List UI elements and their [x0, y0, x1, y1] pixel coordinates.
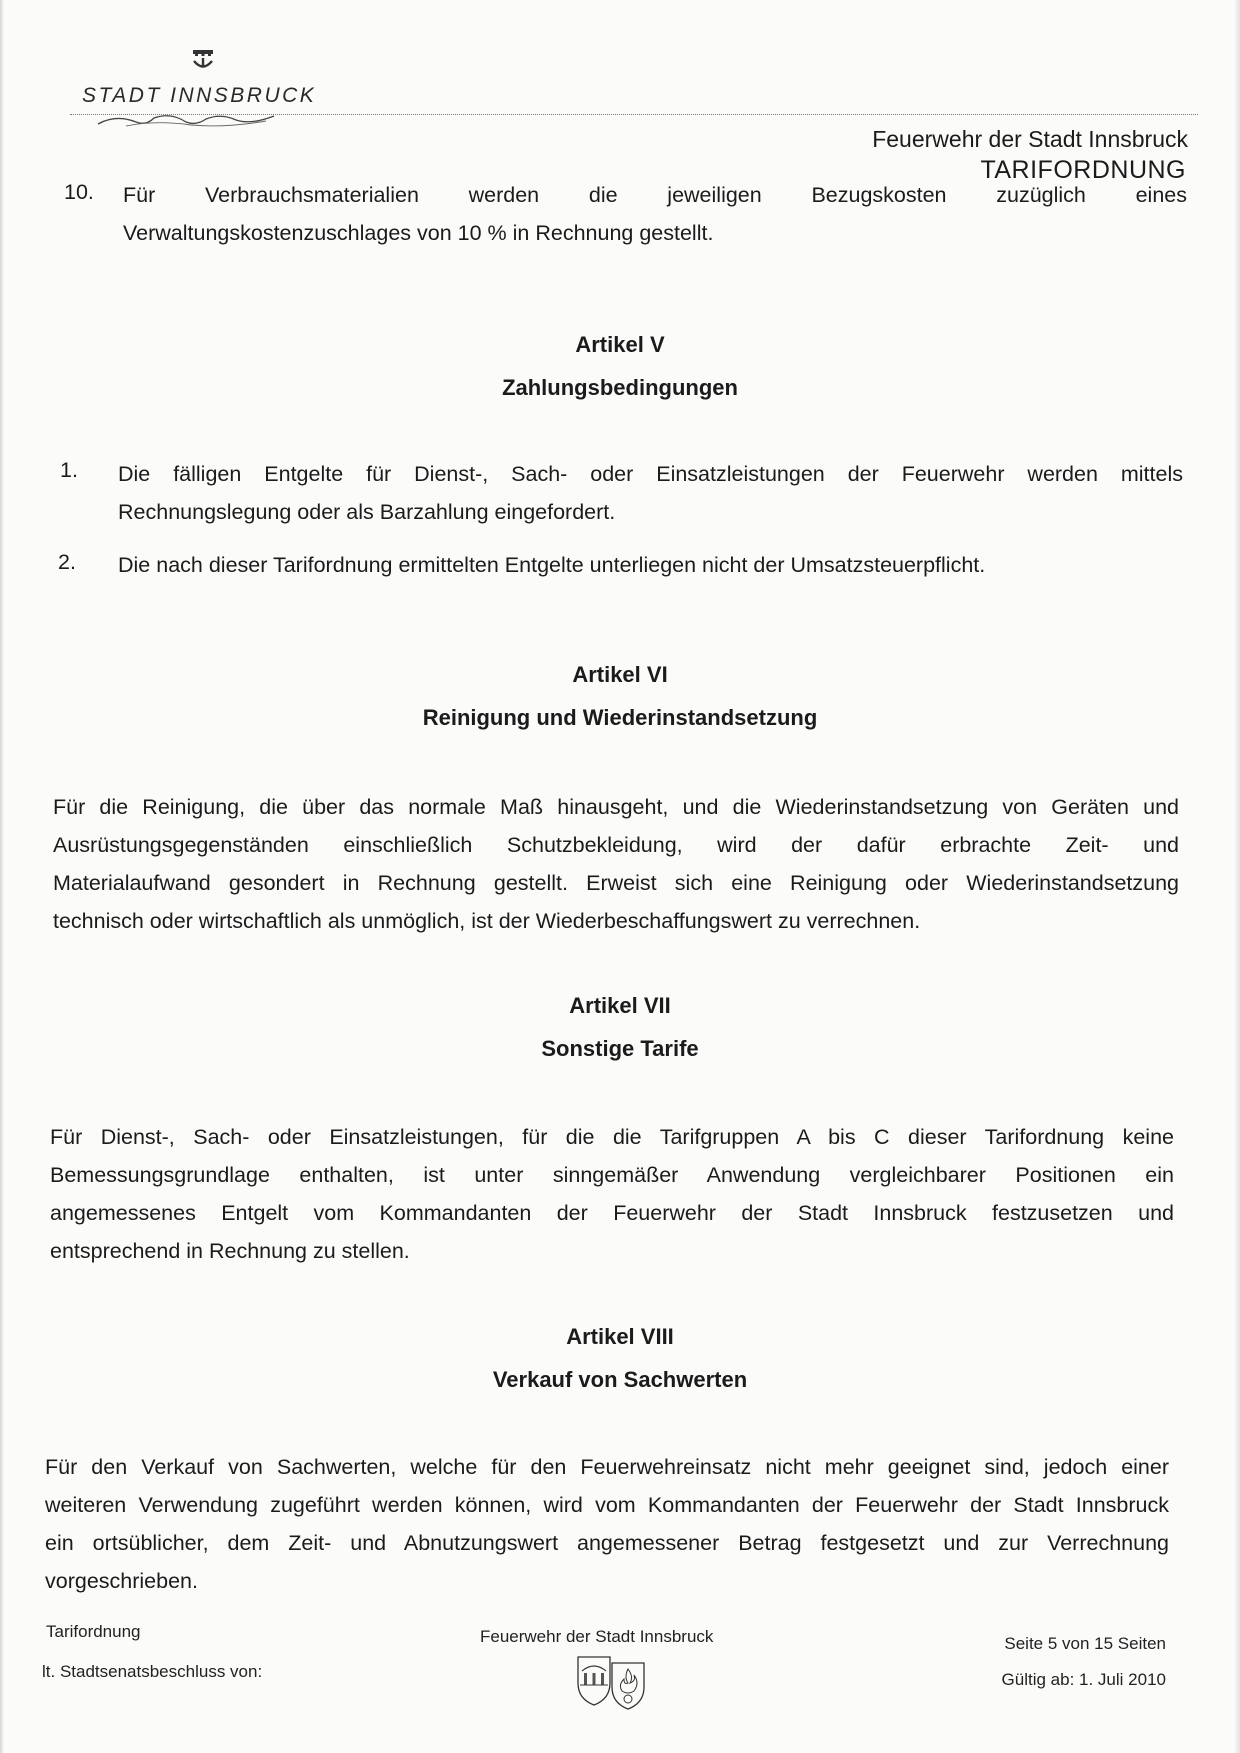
- artikel-5-title: Artikel V: [575, 332, 665, 357]
- footer-valid-from: Gültig ab: 1. Juli 2010: [1001, 1670, 1166, 1689]
- artikel-7-line-1: Für Dienst-, Sach- oder Einsatzleistungen, für die die Tarifgruppen A bis C dieser Tarifordnung keine: [50, 1125, 1174, 1149]
- artikel-6-line-4: technisch oder wirtschaftlich als unmöglich, ist der Wiederbeschaffungswert zu verrechnen.: [53, 909, 921, 933]
- artikel-7-title: Artikel VII: [569, 993, 671, 1018]
- artikel-6-line-3: Materialaufwand gesondert in Rechnung gestellt. Erweist sich eine Reinigung oder Wiederinstandsetzung: [53, 871, 1179, 895]
- footer-left-line-1: Tarifordnung: [46, 1622, 141, 1641]
- artikel-6-title: Artikel VI: [572, 662, 668, 687]
- artikel-7-line-4: entsprechend in Rechnung zu stellen.: [50, 1239, 410, 1263]
- artikel-5-item-1-text: [118, 455, 1183, 531]
- artikel-6-line-2: Ausrüstungsgegenständen einschließlich Schutzbekleidung, wird der dafür erbrachte Zeit- und: [53, 833, 1179, 857]
- artikel-8-line-2: weiteren Verwendung zugeführt werden können, wird vom Kommandanten der Feuerwehr der Stadt Innsbruck: [45, 1493, 1169, 1517]
- item-10-text: [123, 176, 1187, 252]
- artikel-5-item-1-line-2: Rechnungslegung oder als Barzahlung eingefordert.: [118, 500, 616, 524]
- item-10-number: 10.: [64, 180, 94, 204]
- header-rule: [70, 114, 1198, 115]
- city-emblem-icon: [190, 48, 216, 74]
- logo-bridge-swash-icon: [96, 110, 276, 130]
- scan-edge-left: [0, 0, 4, 1753]
- artikel-6-subtitle: Reinigung und Wiederinstandsetzung: [422, 705, 818, 730]
- artikel-8-line-1: Für den Verkauf von Sachwerten, welche für den Feuerwehreinsatz nicht mehr geeignet sind, jedoch einer: [45, 1455, 1169, 1479]
- header-organization: Feuerwehr der Stadt Innsbruck: [872, 126, 1188, 152]
- artikel-8-subtitle: Verkauf von Sachwerten: [492, 1367, 748, 1392]
- artikel-8-title: Artikel VIII: [566, 1324, 674, 1349]
- city-logo: [82, 48, 322, 133]
- artikel-8-line-4: vorgeschrieben.: [45, 1569, 198, 1593]
- footer-page-number: Seite 5 von 15 Seiten: [1004, 1634, 1166, 1653]
- artikel-7-subtitle: Sonstige Tarife: [541, 1036, 699, 1061]
- scan-edge-right: [1234, 0, 1240, 1753]
- artikel-5-item-2-line-1: Die nach dieser Tarifordnung ermittelten Entgelte unterliegen nicht der Umsatzsteuerpflicht.: [118, 553, 986, 577]
- artikel-8-paragraph: [45, 1448, 1169, 1600]
- artikel-5-item-2-number: 2.: [58, 550, 76, 574]
- artikel-7-paragraph: [50, 1118, 1174, 1270]
- logo-text: STADT INNSBRUCK: [82, 84, 317, 107]
- footer-center: Feuerwehr der Stadt Innsbruck: [480, 1627, 714, 1646]
- artikel-5-item-2-text: [118, 546, 1183, 584]
- header-document-title: TARIFORDNUNG: [980, 156, 1186, 184]
- artikel-6-paragraph: [53, 788, 1179, 940]
- artikel-6-line-1: Für die Reinigung, die über das normale Maß hinausgeht, und die Wiederinstandsetzung von Geräten und: [53, 795, 1179, 819]
- fire-brigade-crest-icon: [574, 1653, 648, 1711]
- item-10-line-2: Verwaltungskostenzuschlages von 10 % in Rechnung gestellt.: [123, 221, 714, 245]
- artikel-7-line-3: angemessenes Entgelt vom Kommandanten der Feuerwehr der Stadt Innsbruck festzusetzen und: [50, 1201, 1174, 1225]
- artikel-5-item-1-number: 1.: [60, 458, 78, 482]
- artikel-8-line-3: ein ortsüblicher, dem Zeit- und Abnutzungswert angemessener Betrag festgesetzt und zur Verrechnung: [45, 1531, 1169, 1555]
- artikel-5-item-1-line-1: Die fälligen Entgelte für Dienst-, Sach- oder Einsatzleistungen der Feuerwehr werden mittels: [118, 462, 1183, 486]
- item-10-line-1: Für Verbrauchsmaterialien werden die jeweiligen Bezugskosten zuzüglich eines: [123, 183, 1187, 207]
- footer-left-line-2: lt. Stadtsenatsbeschluss von:: [42, 1662, 263, 1681]
- artikel-5-subtitle: Zahlungsbedingungen: [502, 375, 738, 400]
- artikel-7-line-2: Bemessungsgrundlage enthalten, ist unter sinngemäßer Anwendung vergleichbarer Positionen ein: [50, 1163, 1174, 1187]
